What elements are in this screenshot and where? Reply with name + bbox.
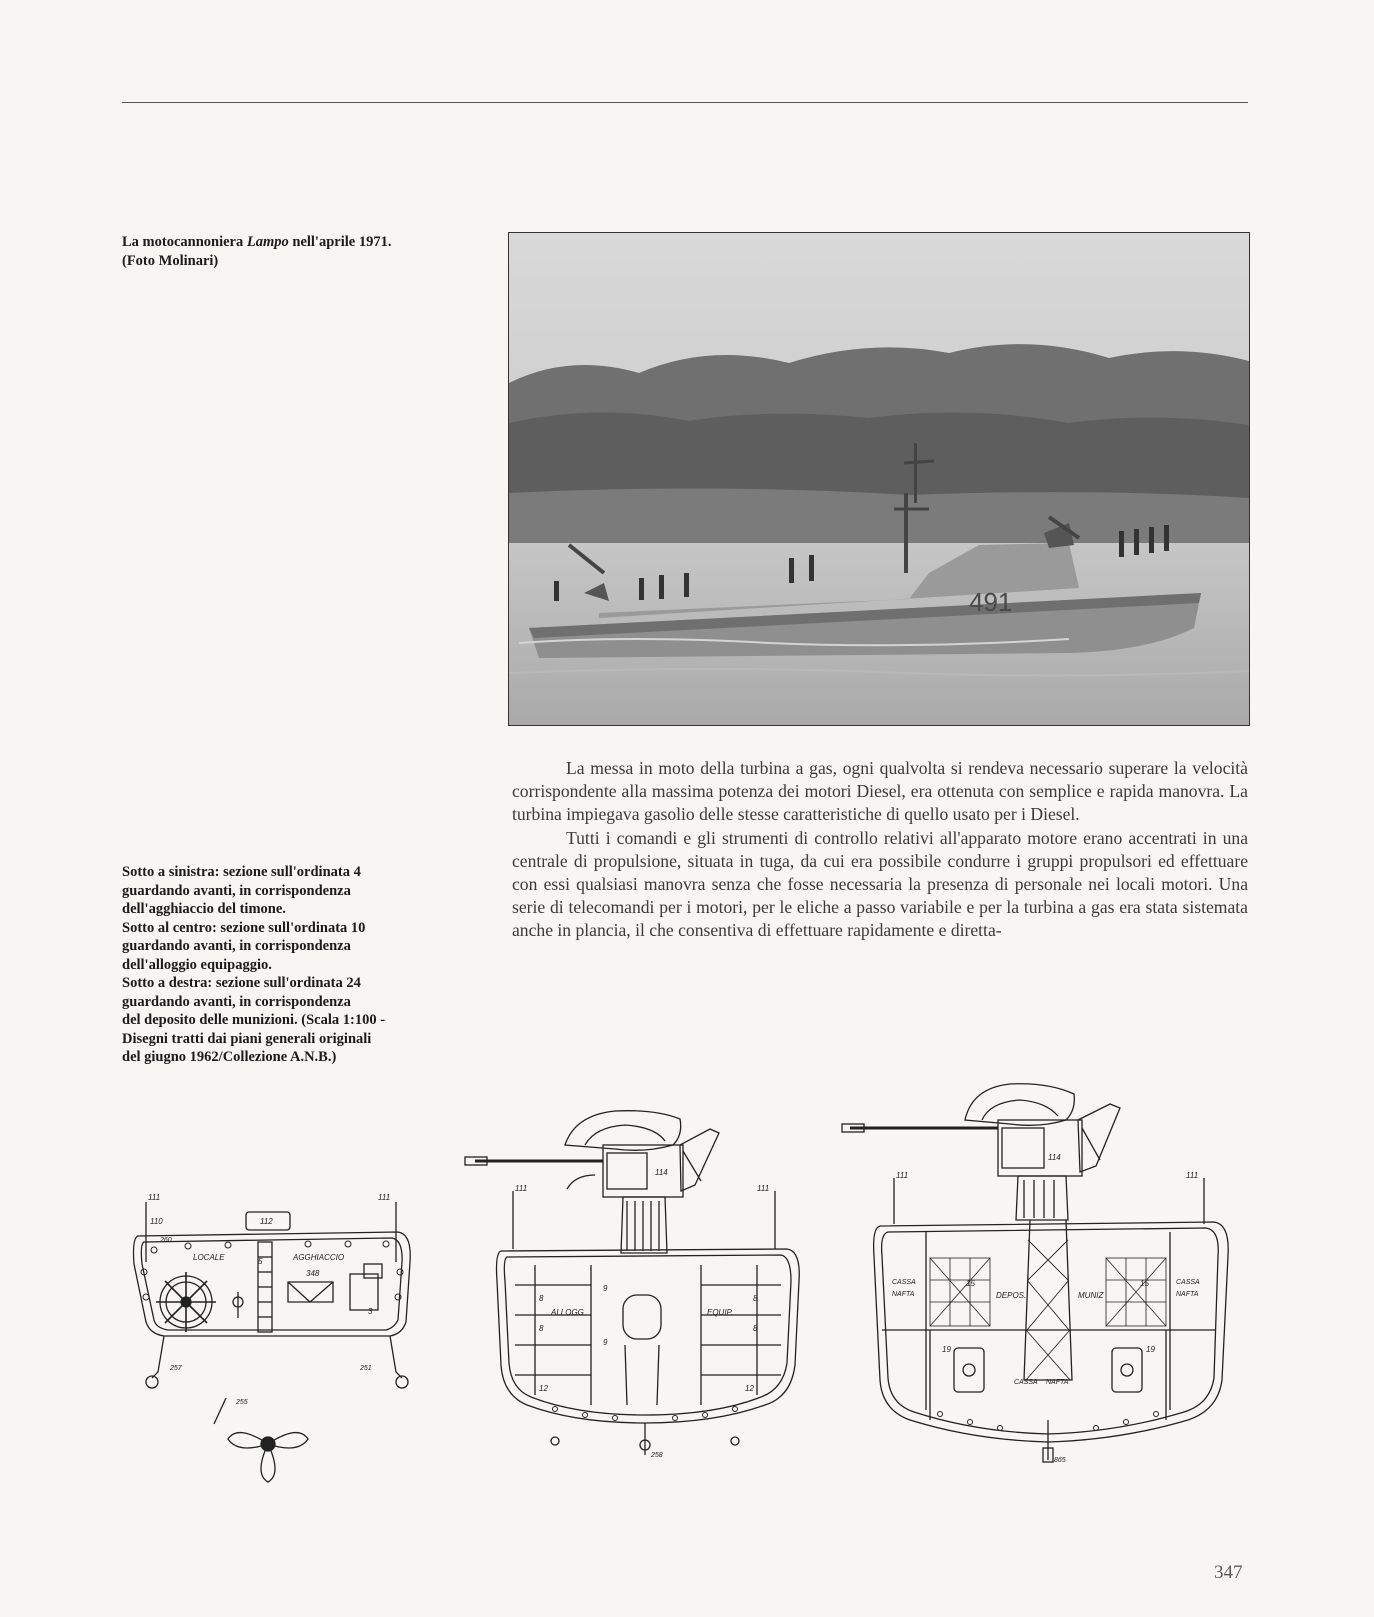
drawing-label: 111 [148,1193,161,1202]
drawing-label: 255 [236,1399,248,1406]
drawings-caption-line: Disegni tratti dai piani generali originali [122,1030,372,1047]
drawing-label: CASSA [892,1279,916,1286]
ship-photo [508,232,1250,726]
drawings-caption-line: dell'alloggio equipaggio. [122,956,272,973]
drawing-label: 110 [150,1217,163,1226]
drawing-label: NAFTA [1046,1379,1069,1386]
drawing-label: 15 [1140,1279,1149,1288]
drawing-label: 8 [753,1294,758,1303]
body-text [512,757,1248,943]
drawing-label: 114 [655,1168,668,1177]
drawing-label: 19 [1146,1345,1155,1354]
drawing-label: DEPOS. [996,1291,1027,1300]
drawing-label: NAFTA [892,1291,915,1298]
hull-number: 491 [969,587,1013,617]
drawing-label: 9 [603,1338,608,1347]
drawing-label: 5 [258,1257,263,1266]
drawing-label: 19 [942,1345,951,1354]
ship-name: Lampo [246,234,289,250]
drawings-caption-line: Sotto a destra: sezione sull'ordinata 24 [122,975,361,991]
drawing-label: 9 [603,1284,608,1293]
drawing-label: 258 [651,1452,663,1459]
drawing-label: 111 [757,1184,770,1193]
section-drawing-frame-4 [128,1193,428,1542]
page-number: 347 [1214,1562,1243,1583]
drawing-label: 8 [539,1294,544,1303]
drawing-label: 111 [515,1184,528,1193]
photo-caption [122,233,472,270]
caption-text-1: La motocannoniera [122,234,247,250]
drawing-label: 114 [1048,1153,1061,1162]
drawings-caption-line: Sotto a sinistra: sezione sull'ordinata 4 [122,864,361,880]
drawings-caption-line: del giugno 1962/Collezione A.N.B.) [122,1049,337,1065]
top-rule [122,102,1248,103]
drawing-label: 865 [1054,1457,1066,1464]
drawing-label: 111 [896,1171,909,1180]
body-paragraph: La messa in moto della turbina a gas, ogni qualvolta si rendeva necessario superare la velocità corrispondente alla massima potenza dei motori Diesel, era ottenuta con semplice e rapida manovra. La turbina impiegava gasolio delle stesse caratteristiche di quello usato per i Diesel. [512,758,1248,825]
drawing-label: 3 [368,1307,373,1316]
drawings-caption-line: del deposito delle munizioni. (Scala 1:100 - [122,1012,386,1028]
drawing-label: EQUIP. [707,1308,734,1317]
drawing-label: 260 [160,1237,172,1244]
drawing-label: 112 [260,1217,273,1226]
drawing-label: ALLOGG [551,1308,584,1317]
drawings-caption [122,863,472,1067]
drawing-label: 8 [539,1324,544,1333]
drawings-caption-line: guardando avanti, in corrispondenza [122,993,351,1010]
drawing-label: NAFTA [1176,1291,1199,1298]
drawings-caption-line: dell'agghiaccio del timone. [122,901,286,917]
drawings-caption-line: Sotto al centro: sezione sull'ordinata 10 [122,919,366,936]
drawing-label: 8 [753,1324,758,1333]
drawing-label: 111 [1186,1171,1199,1180]
drawing-label: 12 [745,1384,754,1393]
drawing-label: LOCALE [193,1253,225,1262]
drawings-caption-line: guardando avanti, in corrispondenza [122,938,351,954]
drawing-label: CASSA [1014,1379,1038,1386]
photo-credit: (Foto Molinari) [122,252,219,269]
drawing-label: 15 [966,1279,975,1288]
drawing-label: 111 [378,1193,391,1202]
section-drawing-frame-24 [870,1080,1250,1540]
drawing-label: CASSA [1176,1279,1200,1286]
drawing-label: AGGHIACCIO [293,1253,345,1262]
drawing-label: 257 [170,1365,182,1372]
body-paragraph: Tutti i comandi e gli strumenti di controllo relativi all'apparato motore erano accentrati in una centrale di propulsione, situata in tuga, da cui era possibile condurre i gruppi propulsori ed effettuare con essi qualsiasi manovra senza che fosse necessaria la presenza di personale nei locali motori. Una serie di telecomandi per i motori, per le eliche a passo variabile e per la turbina a gas era stata sistemata anche in plancia, il che consentiva di effettuare rapidamente e diretta- [512,827,1248,941]
section-drawing-frame-10 [495,1105,825,1530]
drawing-label: 348 [306,1269,320,1278]
drawings-caption-line: guardando avanti, in corrispondenza [122,882,351,899]
drawing-label: 12 [539,1384,548,1393]
caption-text-2: nell'aprile 1971. [288,234,392,250]
drawing-label: 251 [360,1365,372,1372]
drawing-label: MUNIZ [1078,1291,1104,1300]
